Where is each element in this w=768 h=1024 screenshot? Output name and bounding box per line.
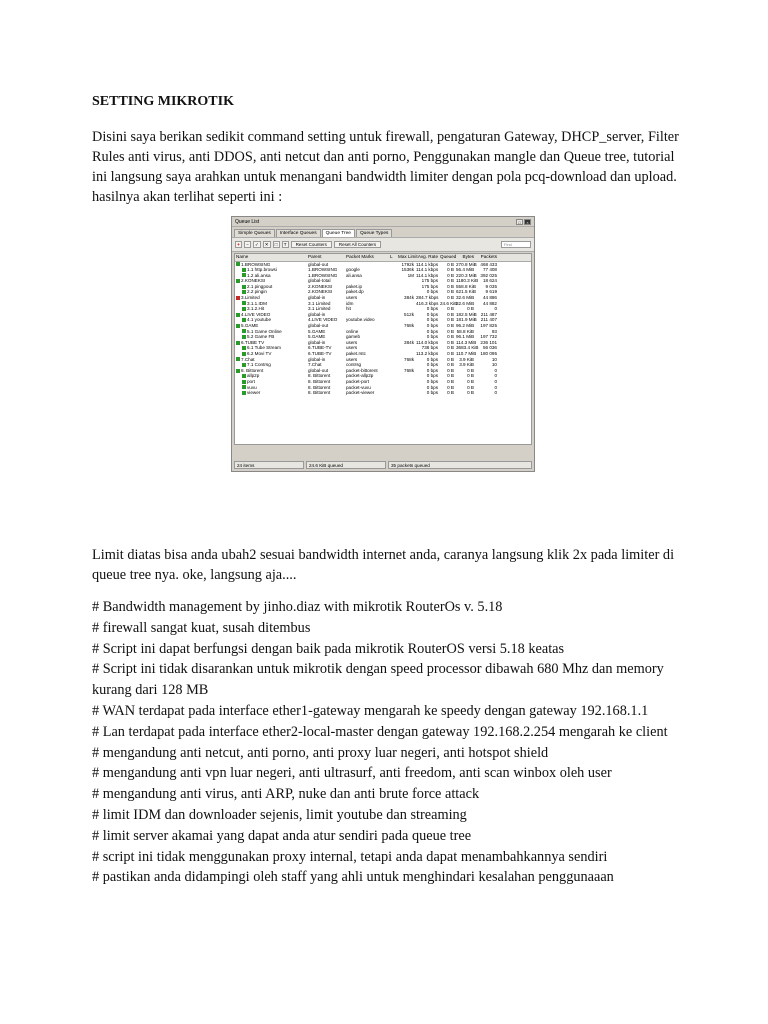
- cell-avg: 284.7 kbps: [416, 295, 439, 301]
- queue-icon: [236, 262, 240, 266]
- remove-button[interactable]: −: [244, 241, 251, 248]
- cell-avg: 0 bps: [426, 317, 438, 323]
- cell-bytes: 220.3 MiB: [456, 272, 477, 278]
- cell-bytes: 110.7 MiB: [456, 351, 477, 356]
- queue-icon: [242, 307, 246, 311]
- cell-avg: 114.1 kbps: [416, 272, 439, 278]
- cell-q: 0 B: [447, 311, 454, 317]
- cell-bytes: 181.9 MiB: [456, 317, 477, 323]
- cell-parent: global-in: [308, 356, 326, 362]
- cell-avg: 113.2 kbps: [416, 351, 439, 356]
- queue-table: [234, 253, 532, 445]
- note-line: # Lan terdapat pada interface ether2-local-master dengan gateway 192.168.2.254 mengarah ke client: [92, 723, 668, 740]
- cell-q: 0 B: [447, 306, 454, 312]
- cell-parent: global-in: [308, 339, 326, 345]
- cell-pk: 77 408: [482, 267, 497, 273]
- cell-bytes: 0 B: [467, 390, 474, 396]
- cell-parent: global-out: [308, 261, 329, 267]
- cell-bytes: 1180.3 KiB: [456, 278, 479, 284]
- cell-q: 0 B: [447, 339, 454, 345]
- note-line: # limit IDM dan downloader sejenis, limit youtube dan streaming: [92, 806, 467, 823]
- cell-pk: 10: [491, 356, 497, 362]
- cell-mark: hit: [346, 306, 351, 312]
- cell-pk: 0: [494, 384, 497, 390]
- tab-interface-queues[interactable]: Interface Queues: [276, 229, 321, 237]
- cell-bytes: 3.9 KiB: [459, 362, 474, 368]
- queue-name: 1.2 ali.ansa: [247, 272, 271, 278]
- cell-mark: contrsg: [346, 362, 362, 368]
- cell-parent: 2.KONEKSI: [308, 289, 333, 295]
- tab-bar: [232, 228, 534, 237]
- cell-l: [389, 390, 397, 396]
- cell-mark: packet-bittorent: [346, 367, 378, 373]
- cell-max: 768k: [404, 367, 414, 373]
- queue-name: 8. Bittorent: [241, 367, 264, 373]
- cell-pk: 236 101: [480, 339, 497, 345]
- queue-name: 7.1 Contrsg: [247, 362, 271, 368]
- cell-q: 0 B: [447, 323, 454, 329]
- cell-bytes: 0 B: [467, 367, 474, 373]
- cell-pk: 211 487: [480, 311, 497, 317]
- cell-pk: 18 624: [482, 278, 497, 284]
- maximize-icon[interactable]: □: [516, 219, 523, 225]
- status-packets: 35 packets queued: [388, 461, 532, 469]
- col-queued[interactable]: Queued: [440, 254, 457, 259]
- cell-q: 0 B: [447, 272, 454, 278]
- queue-name: allp2p: [247, 373, 260, 379]
- cell-q: 0 B: [447, 390, 454, 396]
- window-title: Queue List: [235, 218, 260, 225]
- cell-q: 0 B: [447, 295, 454, 301]
- cell-q: 0 B: [447, 261, 454, 267]
- queue-name: 2.1 pingpout: [247, 283, 273, 289]
- cell-parent: 8. Bittorent: [308, 390, 331, 396]
- cell-parent: 1.BROWSING: [308, 272, 338, 278]
- note-line: # pastikan anda didampingi oleh staff yang ahli untuk menghindari kesalahan penggunaaan: [92, 869, 614, 886]
- cell-pk: 392 025: [480, 272, 497, 278]
- col-max-limit[interactable]: Max Limit: [398, 254, 418, 259]
- queue-icon: [242, 285, 246, 289]
- cell-parent: 4.LIVE VIDEO: [308, 317, 338, 323]
- cell-mark: paket.ip: [346, 283, 363, 289]
- cell-avg: 0 bps: [426, 378, 438, 384]
- cell-bytes: 3.9 KiB: [459, 356, 474, 362]
- cell-max: 384k: [404, 339, 414, 345]
- cell-pk: 197 732: [480, 334, 497, 340]
- cell-bytes: 0 B: [467, 384, 474, 390]
- disable-button[interactable]: ✕: [264, 242, 269, 247]
- cell-avg: 175 bps: [421, 278, 438, 284]
- cell-pk: 0: [494, 367, 497, 373]
- cell-bytes: 0 B: [467, 306, 474, 312]
- queue-name: 5.GAME: [241, 323, 259, 329]
- cell-mark: paket.rstc: [346, 351, 366, 356]
- table-body: [235, 262, 531, 396]
- queue-icon: [242, 374, 246, 378]
- cell-pk: 10: [491, 362, 497, 368]
- cell-avg: 0 bps: [426, 306, 438, 312]
- limit-paragraph: Limit diatas bisa anda ubah2 sesuai bandwidth internet anda, caranya langsung klik 2x pada limiter di queue tree nya. oke, langsung aja....: [92, 547, 675, 583]
- queue-icon: [242, 329, 246, 333]
- cell-avg: 0 bps: [426, 367, 438, 373]
- cell-pk: 0: [494, 378, 497, 384]
- note-line: # Script ini tidak disarankan untuk mikrotik dengan speed processor dibawah 680 Mhz dan memory kurang dari 128 MB: [92, 661, 664, 699]
- col-l[interactable]: L: [390, 254, 393, 259]
- cell-max: [397, 390, 415, 396]
- cell-q: 0 B: [447, 378, 454, 384]
- page-title: SETTING MIKROTIK: [92, 94, 234, 109]
- cell-avg: 736 bps: [421, 345, 438, 351]
- cell-avg: 175 bps: [421, 283, 438, 289]
- close-icon[interactable]: ×: [524, 219, 531, 225]
- cell-q: 0 B: [447, 289, 454, 295]
- cell-parent: 3.1 Limited: [308, 300, 331, 306]
- cell-q: 0 B: [447, 345, 454, 351]
- status-bar: [234, 461, 532, 469]
- col-avg-rate[interactable]: Avg. Rate: [417, 254, 438, 259]
- add-button[interactable]: +: [235, 241, 242, 248]
- note-line: # Bandwidth management by jinho.diaz with mikrotik RouterOs v. 5.18: [92, 599, 503, 615]
- cell-avg: 0 bps: [426, 323, 438, 329]
- queue-icon: [236, 296, 240, 300]
- cell-avg: 114.1 kbps: [416, 261, 439, 267]
- cell-max: 1792k: [401, 261, 414, 267]
- cell-parent: 5.GAME: [308, 328, 326, 334]
- queue-icon: [242, 273, 246, 277]
- cell-q: 0 B: [447, 328, 454, 334]
- cell-avg: 0 bps: [426, 384, 438, 390]
- cell-bytes: 32.6 MiB: [456, 300, 475, 306]
- col-packets[interactable]: Packets: [480, 254, 497, 259]
- cell-q: 0 B: [447, 367, 454, 373]
- cell-pk: 211 407: [480, 317, 497, 323]
- queue-icon: [236, 341, 240, 345]
- queue-name: port: [247, 378, 255, 384]
- cell-max: 1536k: [401, 267, 414, 273]
- queue-icon: [242, 290, 246, 294]
- notes-list: [92, 597, 692, 888]
- queue-name: vuvu: [247, 384, 257, 390]
- cell-bytes: 96.1 MiB: [456, 334, 475, 340]
- cell-pk: 180 095: [480, 351, 497, 356]
- cell-mark: idm: [346, 300, 354, 306]
- cell-avg: 0 bps: [426, 390, 438, 396]
- cell-max: 768k: [404, 356, 414, 362]
- table-header: [235, 254, 531, 262]
- cell-mark: google: [346, 267, 360, 273]
- cell-pk: 0: [494, 373, 497, 379]
- cell-pk: 93: [491, 328, 497, 334]
- cell-parent: global-out: [308, 367, 329, 373]
- reset-all-counters-button[interactable]: Reset All Counters: [334, 241, 381, 248]
- cell-pk: 0: [494, 390, 497, 396]
- cell-parent: 3.1 Limited: [308, 306, 331, 312]
- cell-parent: 2.KONEKSI: [308, 283, 333, 289]
- cell-avg: 0 bps: [426, 362, 438, 368]
- queue-name: viewer: [247, 390, 261, 396]
- cell-bytes: 0 B: [467, 378, 474, 384]
- cell-parent: global-in: [308, 295, 326, 301]
- queue-name: 4.1 youtube: [247, 317, 272, 323]
- queue-icon: [236, 324, 240, 328]
- queue-list-window: [231, 216, 535, 472]
- cell-max: 384k: [404, 295, 414, 301]
- window-titlebar: [232, 217, 534, 227]
- queue-name: 5.2 Game FB: [247, 334, 275, 340]
- cell-mark: online: [346, 328, 359, 334]
- note-line: # script ini tidak menggunakan proxy internal, tetapi anda dapat menambahkannya sendiri: [92, 848, 608, 865]
- tab-queue-tree[interactable]: Queue Tree: [322, 229, 355, 237]
- cell-parent: 8. Bittorent: [308, 378, 331, 384]
- note-line: # mengandung anti virus, anti ARP, nuke dan anti brute force attack: [92, 786, 480, 803]
- cell-q: 0 B: [447, 351, 454, 356]
- cell-pk: 44 886: [482, 295, 497, 301]
- cell-avg: 0 bps: [426, 373, 438, 379]
- queue-name: 3.1.1.IDM: [247, 300, 267, 306]
- note-line: # mengandung anti vpn luar negeri, anti ultrasurf, anti freedom, anti scan winbox oleh user: [92, 765, 612, 782]
- cell-parent: 8. Bittorent: [308, 384, 331, 390]
- status-items: 24 items: [234, 461, 304, 469]
- cell-bytes: 96.2 MiB: [456, 323, 475, 329]
- cell-mark: packet-port: [346, 378, 369, 384]
- cell-mark: users: [346, 356, 358, 362]
- queue-icon: [242, 268, 246, 272]
- tab-queue-types[interactable]: Queue Types: [356, 229, 392, 237]
- cell-avg: 0 bps: [426, 356, 438, 362]
- cell-bytes: 182.5 MiB: [456, 311, 477, 317]
- cell-mark: gameb: [346, 334, 361, 340]
- cell-bytes: 3683.4 KiB: [456, 345, 479, 351]
- queue-name: 5.1 Game Online: [247, 328, 282, 334]
- queue-name: 3.Limited: [241, 295, 260, 301]
- tab-simple-queues[interactable]: Simple Queues: [234, 229, 275, 237]
- cell-avg: 0 bps: [426, 328, 438, 334]
- cell-q: 0 B: [447, 373, 454, 379]
- queue-icon: [236, 357, 240, 361]
- cell-parent: 7.Chat: [308, 362, 322, 368]
- queue-icon: [236, 313, 240, 317]
- cell-parent: global-out: [308, 323, 329, 329]
- cell-mark: packet-viewer: [346, 390, 375, 396]
- status-queued: 24.6 KiB queued: [306, 461, 386, 469]
- cell-parent: global-in: [308, 311, 326, 317]
- queue-name: 2.2 pingin: [247, 289, 267, 295]
- cell-q: 0 B: [447, 283, 454, 289]
- queue-icon: [242, 301, 246, 305]
- col-packet-marks[interactable]: Packet Marks: [346, 254, 374, 259]
- cell-mark: packet-allp2p: [346, 373, 374, 379]
- cell-pk: 56 036: [482, 345, 497, 351]
- cell-q: 0 B: [447, 356, 454, 362]
- cell-bytes: 270.8 MiB: [456, 261, 477, 267]
- queue-name: 7.Chat: [241, 356, 255, 362]
- queue-name: 1.1 http.browsi: [247, 267, 277, 273]
- cell-avg: 114.1 kbps: [416, 267, 439, 273]
- cell-mark: users: [346, 295, 358, 301]
- cell-parent: 1.BROWSING: [308, 267, 338, 273]
- queue-name: 4.LIVE VIDEO: [241, 311, 271, 317]
- cell-bytes: 0 B: [467, 373, 474, 379]
- cell-pk: 9 035: [485, 283, 497, 289]
- cell-parent: 6.TUBE-TV: [308, 345, 332, 351]
- comment-button[interactable]: □: [273, 241, 280, 248]
- cell-avg: 416.3 kbps: [416, 300, 439, 306]
- queue-name: 1.BROWSING: [241, 261, 271, 267]
- intro-paragraph: Disini saya berikan sedikit command setting untuk firewall, pengaturan Gateway, DHCP_server, Filter Rules anti virus, anti DDOS, anti netcut dan anti porno, Penggunakan mangle dan Queue tree, tutorial ini langsung saya arahkan untuk menangani bandwidth limiter dengan pola pcq-download dan upload. hasilnya akan terlihat seperti ini :: [92, 129, 679, 205]
- cell-pk: 468 433: [480, 261, 497, 267]
- toolbar: [232, 237, 534, 252]
- queue-icon: [242, 380, 246, 384]
- queue-icon: [242, 363, 246, 367]
- col-name[interactable]: Name: [236, 254, 249, 259]
- cell-mark: packet-vuvu: [346, 384, 371, 390]
- queue-icon: [236, 279, 240, 283]
- table-row[interactable]: [235, 390, 531, 396]
- queue-icon: [236, 369, 240, 373]
- cell-q: 0 B: [447, 384, 454, 390]
- cell-parent: 8. Bittorent: [308, 373, 331, 379]
- cell-mark: users: [346, 345, 358, 351]
- cell-mark: youtube.video: [346, 317, 375, 323]
- queue-icon: [242, 385, 246, 389]
- cell-pk: 197 825: [480, 323, 497, 329]
- queue-name: 3.1.2.Hit: [247, 306, 265, 312]
- cell-max: 1M: [407, 272, 414, 278]
- note-line: # WAN terdapat pada interface ether1-gateway mengarah ke speedy dengan gateway 192.168.1.1: [92, 702, 649, 719]
- cell-q: 24.6 KiB: [440, 300, 458, 306]
- queue-icon: [242, 352, 246, 356]
- cell-bytes: 58.8 KiB: [456, 328, 474, 334]
- note-line: # Script ini dapat berfungsi dengan baik pada mikrotik RouterOS versi 5.18 keatas: [92, 640, 565, 657]
- cell-bytes: 621.5 KiB: [456, 289, 476, 295]
- col-parent[interactable]: Parent: [308, 254, 322, 259]
- cell-name: [235, 390, 307, 396]
- cell-avg: 114.0 kbps: [416, 339, 439, 345]
- cell-q: 0 B: [447, 334, 454, 340]
- cell-parent: 6.TUBE-TV: [308, 351, 332, 356]
- col-bytes[interactable]: Bytes: [462, 254, 474, 259]
- cell-pk: 9 619: [485, 289, 497, 295]
- cell-mark: users: [346, 339, 358, 345]
- queue-name: 6.1 Tube Stream: [247, 345, 281, 351]
- cell-pk: 44 882: [482, 300, 497, 306]
- cell-mark: ali.ansa: [346, 272, 362, 278]
- cell-q: 0 B: [447, 362, 454, 368]
- cell-q: 0 B: [447, 317, 454, 323]
- queue-name: 6.2 Movi TV: [247, 351, 272, 356]
- reset-counters-button[interactable]: Reset Counters: [291, 241, 332, 248]
- cell-pk: 0: [494, 306, 497, 312]
- cell-max: 768k: [404, 323, 414, 329]
- queue-icon: [242, 346, 246, 350]
- cell-bytes: 114.3 MiB: [456, 339, 477, 345]
- cell-avg: 0 bps: [426, 334, 438, 340]
- queue-icon: [242, 318, 246, 322]
- cell-bytes: 558.8 KiB: [456, 283, 476, 289]
- note-line: # firewall sangat kuat, susah ditembus: [92, 619, 311, 636]
- cell-parent: 5.GAME: [308, 334, 326, 340]
- cell-parent: global-total: [308, 278, 331, 284]
- enable-button[interactable]: ✓: [255, 242, 259, 247]
- note-line: # limit server akamai yang dapat anda atur sendiri pada queue tree: [92, 827, 472, 844]
- cell-bytes: 32.6 MiB: [456, 295, 475, 301]
- cell-q: 0 B: [447, 278, 454, 284]
- filter-icon[interactable]: T: [282, 241, 289, 248]
- find-input[interactable]: Find: [501, 241, 531, 248]
- cell-avg: 0 bps: [426, 311, 438, 317]
- cell-bytes: 56.4 MiB: [456, 267, 475, 273]
- cell-avg: 0 bps: [426, 289, 438, 295]
- queue-name: 2.KONEKSI: [241, 278, 266, 284]
- queue-name: 6.TUBE TV: [241, 339, 265, 345]
- queue-icon: [242, 391, 246, 395]
- cell-q: 0 B: [447, 267, 454, 273]
- queue-icon: [242, 335, 246, 339]
- note-line: # mengandung anti netcut, anti porno, anti proxy luar negeri, anti hotspot shield: [92, 744, 549, 761]
- cell-max: 512k: [404, 311, 414, 317]
- cell-mark: paket.dp: [346, 289, 364, 295]
